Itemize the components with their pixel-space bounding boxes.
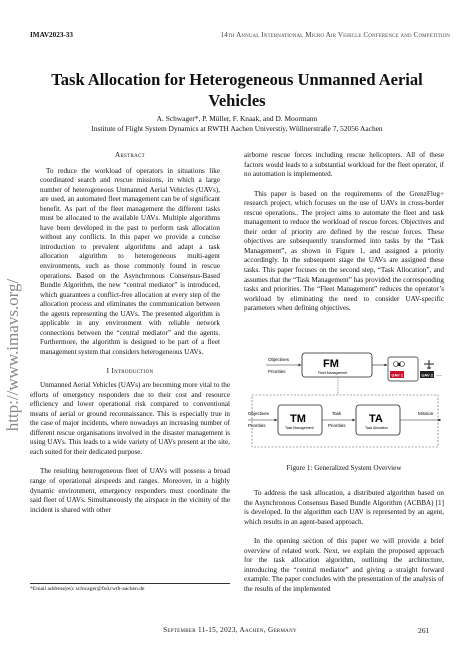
objectives-top-label: Objectives bbox=[268, 357, 290, 362]
fm-label: FM bbox=[323, 358, 339, 370]
figure-caption: Figure 1: Generalized System Overview bbox=[286, 464, 402, 472]
fixed-wing-icon bbox=[424, 360, 434, 369]
uav1-label: UAV 1 bbox=[391, 372, 403, 378]
priorities-mid-label: Priorities bbox=[328, 423, 346, 428]
more-uavs-ellipsis: … bbox=[436, 372, 442, 378]
page-number: 261 bbox=[418, 626, 430, 635]
affiliation: Institute of Flight System Dynamics at RWTH Aachen Universtiy, Wüllnerstraße 7, 52056 Aachen bbox=[91, 124, 383, 133]
authors: A. Schwager*, P. Müller, F. Knaak, and D. Moormann bbox=[156, 114, 318, 123]
right-paragraph-2: This paper is based on the requirements of the GrenzFlug+ research project, which focuses on the use of UAVs in cross-border rescue operations.. The project aims to automate the fleet and task management to reduce the workload of rescue forces. Objectives and their order of priority are defined by the rescue forces. These objectives are subsequently transformed into tasks by the “Task Management”, as shown in Figure 1, and assigned a priority accordingly. In the subsequent stage the UAVs are assigned these tasks. This paper focuses on the second step, “Task Allocation”, and assumes that the “Task Management” has provided the corresponding tasks and priorities. The “Fleet Management” reduces the operator’s workload by eliminating the need to consider UAV-specific parameters when defining objectives. bbox=[244, 189, 444, 313]
sidebar-url-text: http://www.imavs.org/ bbox=[3, 278, 22, 432]
footnote: *Email address(es): schwager@fsd.rwth-aachen.de bbox=[30, 583, 230, 592]
introduction-heading: I Introduction bbox=[106, 367, 154, 376]
system-overview-figure bbox=[248, 352, 442, 462]
task-label: Task bbox=[332, 411, 342, 416]
ta-sublabel: Task Allocation bbox=[365, 426, 389, 430]
tm-sublabel: Task Management bbox=[285, 426, 314, 430]
abstract-heading: Abstract bbox=[114, 151, 146, 159]
objectives-left-label: Objectives bbox=[248, 411, 270, 416]
abstract-text: To reduce the workload of operators in situations like coordinated search and rescue missions, in which a large number of heterogeneous Unmanned Aerial Vehicles (UAVs), are used, an automated fleet management can be of significant benefit. As part of the fleet management the different tasks must be allocated to the available UAVs. Multiple algorithms have been developed in the past to perform task allocation without any conflicts. In this paper we provide a concise introduction to prevalent algorithms and adapt a task allocation algorithm to heterogeneous multi-agent environments, such as those commonly found in rescue operations. Based on the Asynchronous Consensus-Based Bundle Algorithm, the new “central mediator” is introduced, which guarantees a conflict-free allocation at every step of the allocation process and eliminates the communication between the agents representing the UAVs. The presented algorithm is applicable in any environment with reliable network connections between the “central mediator” and the agents. Furthermore, the algorithm is designed to be part of a fleet management system that considers heterogeneous UAVs. bbox=[40, 166, 220, 356]
ta-label: TA bbox=[369, 413, 383, 425]
priorities-top-label: Priorities bbox=[268, 369, 286, 374]
uav2-label: UAV 2 bbox=[421, 372, 433, 378]
right-paragraph-1: airborne rescue forces including rescue helicopters. All of these factors would leads to a substantial workload for the fleet operator, if no automation is implemented. bbox=[244, 151, 444, 179]
footer-date-place: September 11-15, 2023, Aachen, Germany bbox=[163, 626, 297, 634]
right-column bbox=[244, 151, 444, 314]
intro-paragraph-2: The resulting heterogeneous fleet of UAVs will possess a broad range of operational airspeeds and ranges. Moreover, in a highly dynamic environment, emergency responders must coordinate the said fleet of UAVs. Simultaneously the airspace in the vicinity of the incident is shared with other bbox=[30, 467, 230, 514]
mission-label: Mission bbox=[418, 411, 434, 416]
conference-name: 14th Annual International Micro Air Vehicle Conference and Competition bbox=[220, 31, 450, 39]
fm-sublabel: Fleet Management bbox=[318, 371, 348, 375]
right-paragraph-4: In the opening section of this paper we will provide a brief overview of related work. Next, we explain the proposed approach for the task allocation algorithm, outlining the architecture, introducing the “central mediator” and giving a straight forward example. The paper concludes with the presentation of the analysis of the results of the implemented bbox=[244, 537, 444, 593]
paper-title: Task Allocation for Heterogeneous Unmanned Aerial Vehicles bbox=[51, 70, 423, 110]
left-column bbox=[30, 151, 230, 515]
priorities-left-label: Priorities bbox=[248, 423, 266, 428]
right-paragraph-3: To address the task allocation, a distributed algorithm based on the Asynchronous Consensus Based Bundle Algorithm (ACBBA) [1] is developed. In the algorithm each UAV is represented by an agent, which results in an agent-based approach. bbox=[244, 489, 444, 526]
abstract-section bbox=[30, 151, 230, 357]
right-column-lower bbox=[244, 489, 444, 594]
intro-paragraph-1: Unmanned Aerial Vehicles (UAVs) are becoming more vital to the efforts of emergency responders due to their cost and resource efficiency and lower operational risk compared to conventional means of aerial or ground reconnaissance. This is especially true in the case of major incidents, where nowadays an increasing number of different rescue organisations involved in the disaster management is using UAVs. This leads to a wide variety of UAVs present at the site, each suited for their dedicated purpose. bbox=[30, 381, 230, 456]
tm-label: TM bbox=[290, 413, 306, 425]
sidebar-url[interactable] bbox=[3, 235, 23, 455]
conference-id: IMAV2023-33 bbox=[30, 31, 73, 39]
